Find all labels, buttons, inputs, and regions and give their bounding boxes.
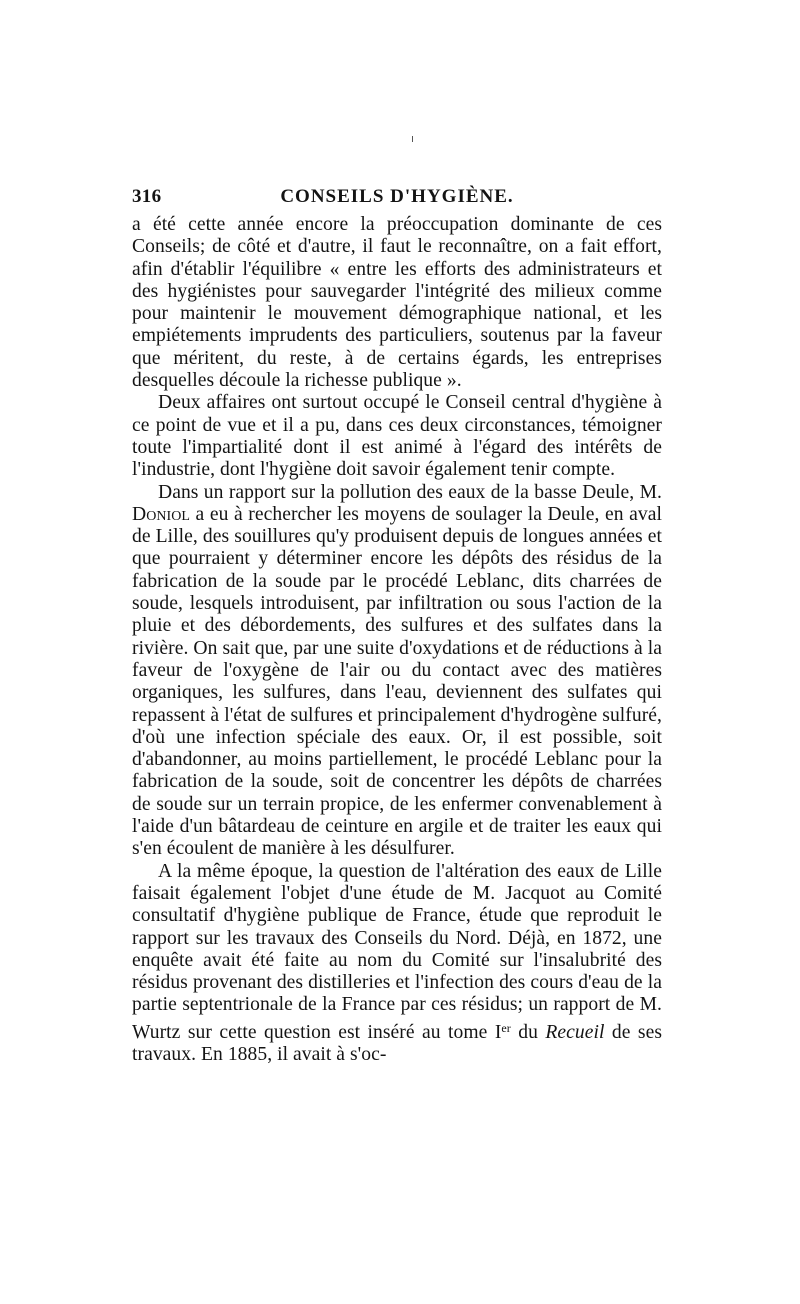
- paragraph-doniol: [132, 482, 662, 861]
- running-title: CONSEILS D'HYGIÈNE.: [280, 186, 514, 207]
- running-head: [132, 186, 662, 210]
- superscript: er: [501, 1020, 511, 1035]
- paragraph-continued: a été cette année encore la préoccupation dominante de ces Conseils; de côté et d'autre, il faut le reconnaître, on a fait effort, afin d'établir l'équilibre « entre les efforts des administrateurs et des hygiénistes pour sauvegarder l'intégrité des milieux comme pour maintenir le mouvement démographique national, et les empiétements imprudents des particuliers, soutenus par la faveur que méritent, du reste, à de certains égards, les entreprises desquelles découle la richesse publique ».: [132, 214, 662, 392]
- page-number: 316: [132, 186, 162, 207]
- author-name: M. Doniol: [132, 481, 662, 525]
- paragraph-text: du: [510, 1021, 546, 1043]
- paragraph-jacquot: [132, 861, 662, 1067]
- book-page: [132, 186, 662, 1066]
- paragraph-affaires: Deux affaires ont surtout occupé le Conseil central d'hygiène à ce point de vue et il a pu, dans ces deux circonstances, témoigner toute l'impartialité dont il est animé à l'égard des intérêts de l'industrie, dont l'hygiène doit savoir également tenir compte.: [132, 392, 662, 481]
- italic-title: Recueil: [545, 1021, 605, 1043]
- body-text: [132, 214, 662, 1066]
- print-speck: [412, 136, 413, 142]
- paragraph-text: a eu à rechercher les moyens de soulager la Deule, en aval de Lille, des souillures qu'y produisent depuis de longues années et que pourraient y déterminer encore les dépôts des résidus de la fabrication de la soude par le procédé Leblanc, dits charrées de soude, lesquels introduisent, par infiltration ou sous l'action de la pluie et des débordements, des sulfures et des sulfates dans la rivière. On sait que, par une suite d'oxydations et de réductions à la faveur de l'oxygène de l'air ou du contact avec des matières organiques, les sulfures, dans l'eau, deviennent des sulfates qui repassent à l'état de sulfures et principalement d'hydrogène sulfuré, d'où une infection spéciale des eaux. Or, il est possible, soit d'abandonner, au moins partiellement, le procédé Leblanc pour la fabrication de la soude, soit de concentrer les dépôts de charrées de soude sur un terrain propice, de les enfermer convenablement à l'aide d'un bâtardeau de ceinture en argile et de traiter les eaux qui s'en écoulent de manière à les désulfurer.: [132, 503, 662, 860]
- paragraph-text: de ses travaux. En 1885, il avait à s'oc-: [132, 1021, 662, 1065]
- paragraph-text: Dans un rapport sur la pollution des eaux de la basse Deule,: [158, 481, 635, 503]
- paragraph-text: A la même époque, la question de l'altération des eaux de Lille faisait également l'objet d'une étude de M. Jacquot au Comité consultatif d'hygiène publique de France, étude que reproduit le rapport sur les travaux des Conseils du Nord. Déjà, en 1872, une enquête avait été faite au nom du Comité sur l'insalubrité des résidus provenant des distilleries et l'infection des cours d'eau de la partie septentrionale de la France par ces résidus; un rapport de M. Wurtz sur cette question est inséré au tome I: [132, 860, 662, 1043]
